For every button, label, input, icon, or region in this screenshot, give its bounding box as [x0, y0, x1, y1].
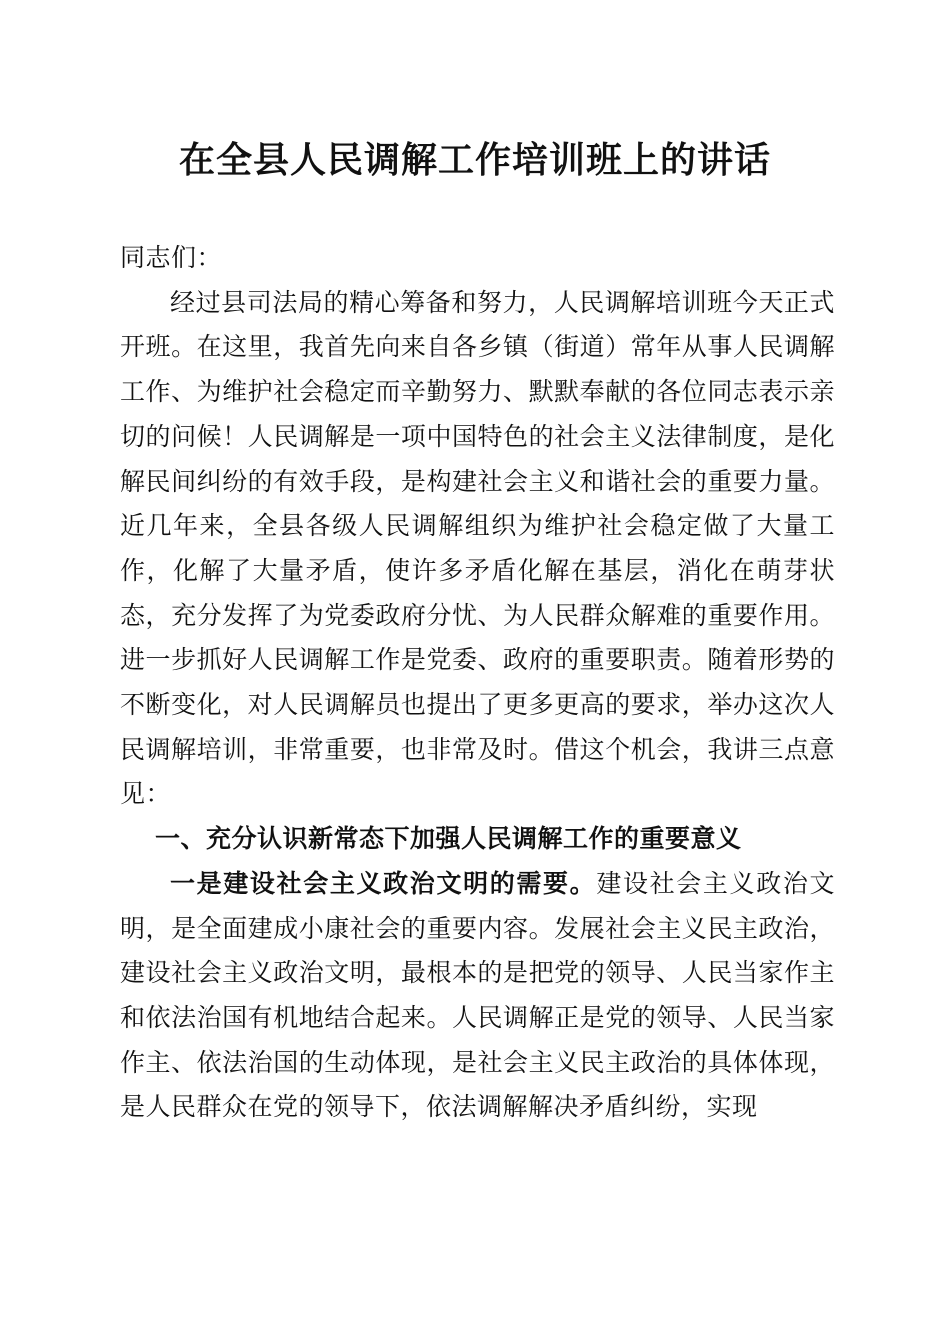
- paragraph-lead-text: 一是建设社会主义政治文明的需要。: [170, 868, 597, 898]
- paragraph-body-text: 建设社会主义政治文明，是全面建成小康社会的重要内容。发展社会主义民主政治，建设社会主义政治文明，最根本的是把党的领导、人民当家作主和依法治国有机地结合起来。人民调解正是党的领导、人民当家作主、依法治国的生动体现，是社会主义民主政治的具体体现，是人民群众在党的领导下，依法调解解决矛盾纠纷，实现: [120, 868, 835, 1122]
- salutation: 同志们：: [120, 243, 223, 272]
- section-heading-1: 一、充分认识新常态下加强人民调解工作的重要意义: [155, 824, 742, 854]
- paragraph-point-1: [120, 862, 835, 1130]
- paragraph-opening: 经过县司法局的精心筹备和努力，人民调解培训班今天正式开班。在这里，我首先向来自各乡镇（街道）常年从事人民调解工作、为维护社会稳定而辛勤努力、默默奉献的各位同志表示亲切的问候！人民调解是一项中国特色的社会主义法律制度，是化解民间纠纷的有效手段，是构建社会主义和谐社会的重要力量。近几年来，全县各级人民调解组织为维护社会稳定做了大量工作，化解了大量矛盾，使许多矛盾化解在基层，消化在萌芽状态，充分发挥了为党委政府分忧、为人民群众解难的重要作用。进一步抓好人民调解工作是党委、政府的重要职责。随着形势的不断变化，对人民调解员也提出了更多更高的要求，举办这次人民调解培训，非常重要，也非常及时。借这个机会，我讲三点意见：: [120, 287, 835, 809]
- document-body: [120, 236, 835, 1130]
- document-title: 在全县人民调解工作培训班上的讲话: [178, 139, 771, 181]
